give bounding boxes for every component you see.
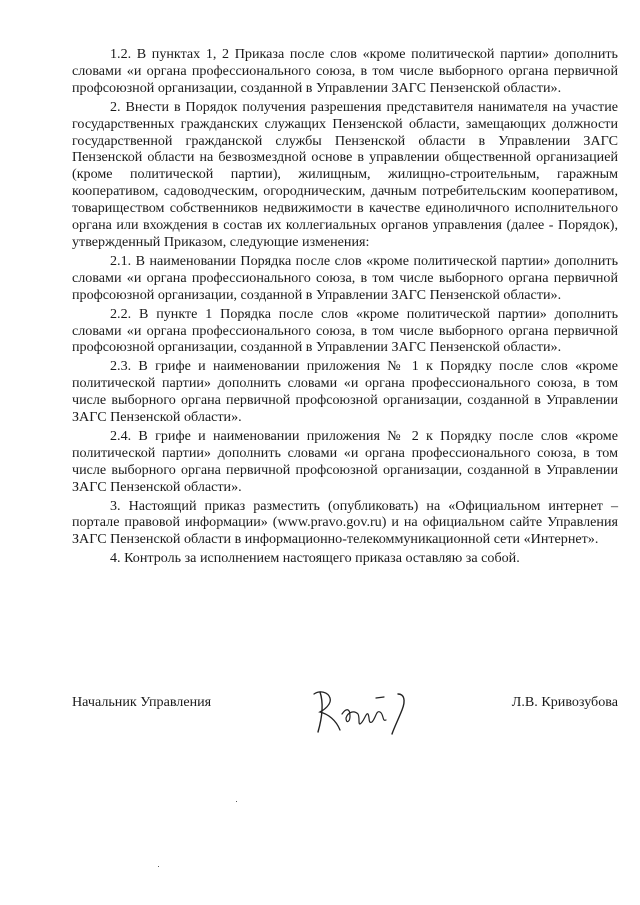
paragraph-2-1: 2.1. В наименовании Порядка после слов «кроме политической партии» дополнить словами «и органа профессионального союза, в том числе выборного органа первичной профсоюзной организации, созданной в Управлении ЗАГС Пензенской области». — [72, 252, 618, 303]
paragraph-2-3: 2.3. В грифе и наименовании приложения № 1 к Порядку после слов «кроме политической партии» дополнить словами «и органа профессионального союза, в том числе выборного органа первичной профсоюзной организации, созданной в Управлении ЗАГС Пензенской области». — [72, 358, 618, 426]
paragraph-1-2: 1.2. В пунктах 1, 2 Приказа после слов «кроме политической партии» дополнить словами «и органа профессионального союза, в том числе выборного органа первичной профсоюзной организации, созданной в Управлении ЗАГС Пензенской области». — [72, 46, 618, 96]
signature-block — [72, 692, 618, 752]
signatory-position: Начальник Управления — [72, 694, 212, 710]
paragraph-4: 4. Контроль за исполнением настоящего приказа оставляю за собой. — [110, 550, 520, 567]
paragraph-2-4: 2.4. В грифе и наименовании приложения № 2 к Порядку после слов «кроме политической партии» дополнить словами «и органа профессионального союза, в том числе выборного органа первичной профсоюзной организации, созданной в Управлении ЗАГС Пензенской области». — [72, 427, 618, 495]
signatory-name: Л.В. Кривозубова — [511, 694, 618, 710]
scan-speck — [236, 801, 237, 802]
document-body — [72, 46, 618, 569]
scan-speck — [158, 866, 159, 867]
handwritten-signature — [302, 684, 432, 740]
paragraph-2: 2. Внести в Порядок получения разрешения представителя нанимателя на участие государственных гражданских служащих Пензенской области, замещающих должности государственной гражданской службы Пензенской области в Управлении ЗАГС Пензенской области на безвозмездной основе в управлении общественной организацией (кроме политической партии), жилищным, жилищно-строительным, гаражным кооперативом, садоводческим, огородническим, дачным потребительским кооперативом, товариществом собственников недвижимости в качестве единоличного исполнительного органа или вхождения в состав их коллегиальных органов управления (далее - Порядок), утвержденный Приказом, следующие изменения: — [72, 98, 618, 250]
paragraph-2-2: 2.2. В пункте 1 Порядка после слов «кроме политической партии» дополнить словами «и органа профессионального союза, в том числе выборного органа первичной профсоюзной организации, созданной в Управлении ЗАГС Пензенской области». — [72, 305, 618, 356]
paragraph-3: 3. Настоящий приказ разместить (опубликовать) на «Официальном интернет – портале правовой информации» (www.pravo.gov.ru) и на официальном сайте Управления ЗАГС Пензенской области в информационно-телекоммуникационной сети «Интернет». — [72, 497, 618, 548]
